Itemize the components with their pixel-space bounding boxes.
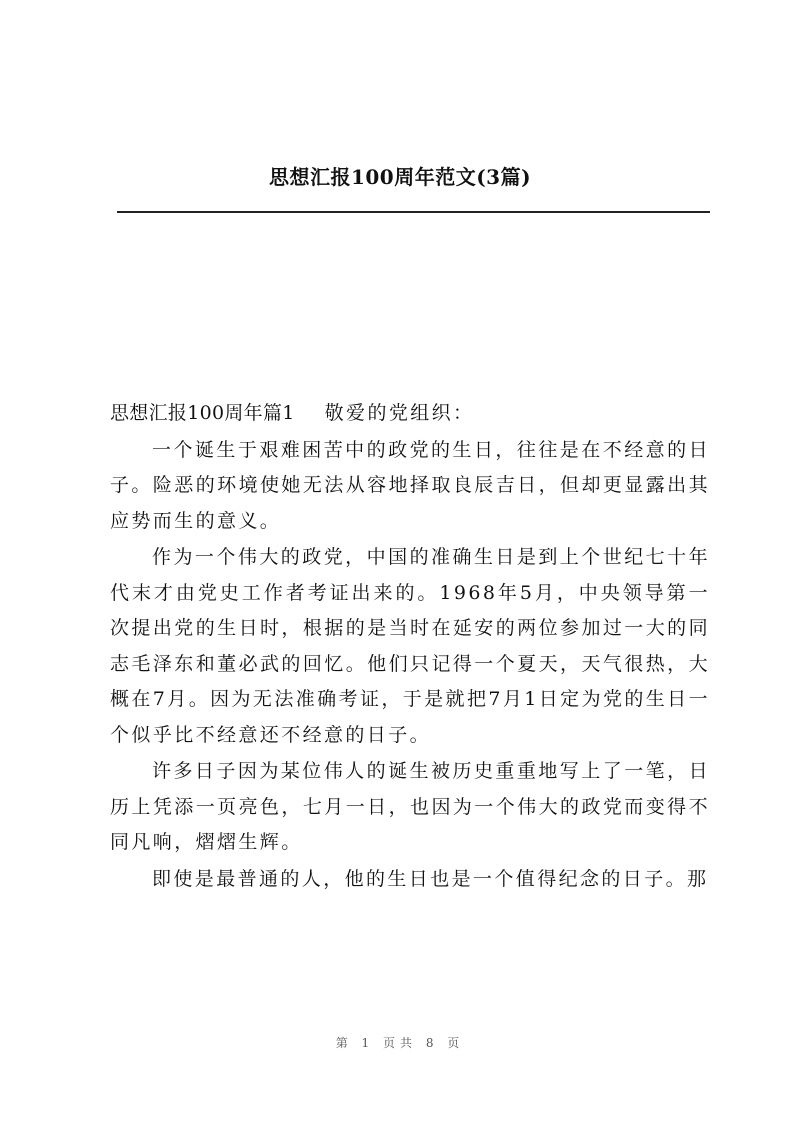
paragraph-3: 许多日子因为某位伟人的诞生被历史重重地写上了一笔，日历上凭添一页亮色，七月一日，也因为一个伟大的政党而变得不同凡响，熠熠生辉。	[110, 760, 710, 853]
section-heading-line	[110, 396, 710, 432]
paragraph-1: 一个诞生于艰难困苦中的政党的生日，往往是在不经意的日子。险恶的环境使她无法从容地择取良辰吉日，但却更显露出其应势而生的意义。	[110, 438, 710, 532]
document-body	[110, 396, 710, 898]
page-footer: 第 1 页共 8 页	[335, 1036, 465, 1050]
paragraph-2: 作为一个伟大的政党，中国的准确生日是到上个世纪七十年代末才由党史工作者考证出来的。1968年5月，中央领导第一次提出党的生日时，根据的是当时在延安的两位参加过一大的同志毛泽东和董必武的回忆。他们只记得一个夏天，天气很热，大概在7月。因为无法准确考证，于是就把7月1日定为党的生日一个似乎比不经意还不经意的日子。	[110, 546, 710, 746]
title-underline	[117, 211, 710, 213]
salutation: 敬爱的党组织：	[324, 402, 475, 424]
document-title: 思想汇报100周年范文(3篇)	[268, 165, 532, 189]
paragraph-4: 即使是最普通的人，他的生日也是一个值得纪念的日子。那	[152, 867, 709, 890]
section-heading: 思想汇报100周年篇1	[110, 402, 295, 424]
